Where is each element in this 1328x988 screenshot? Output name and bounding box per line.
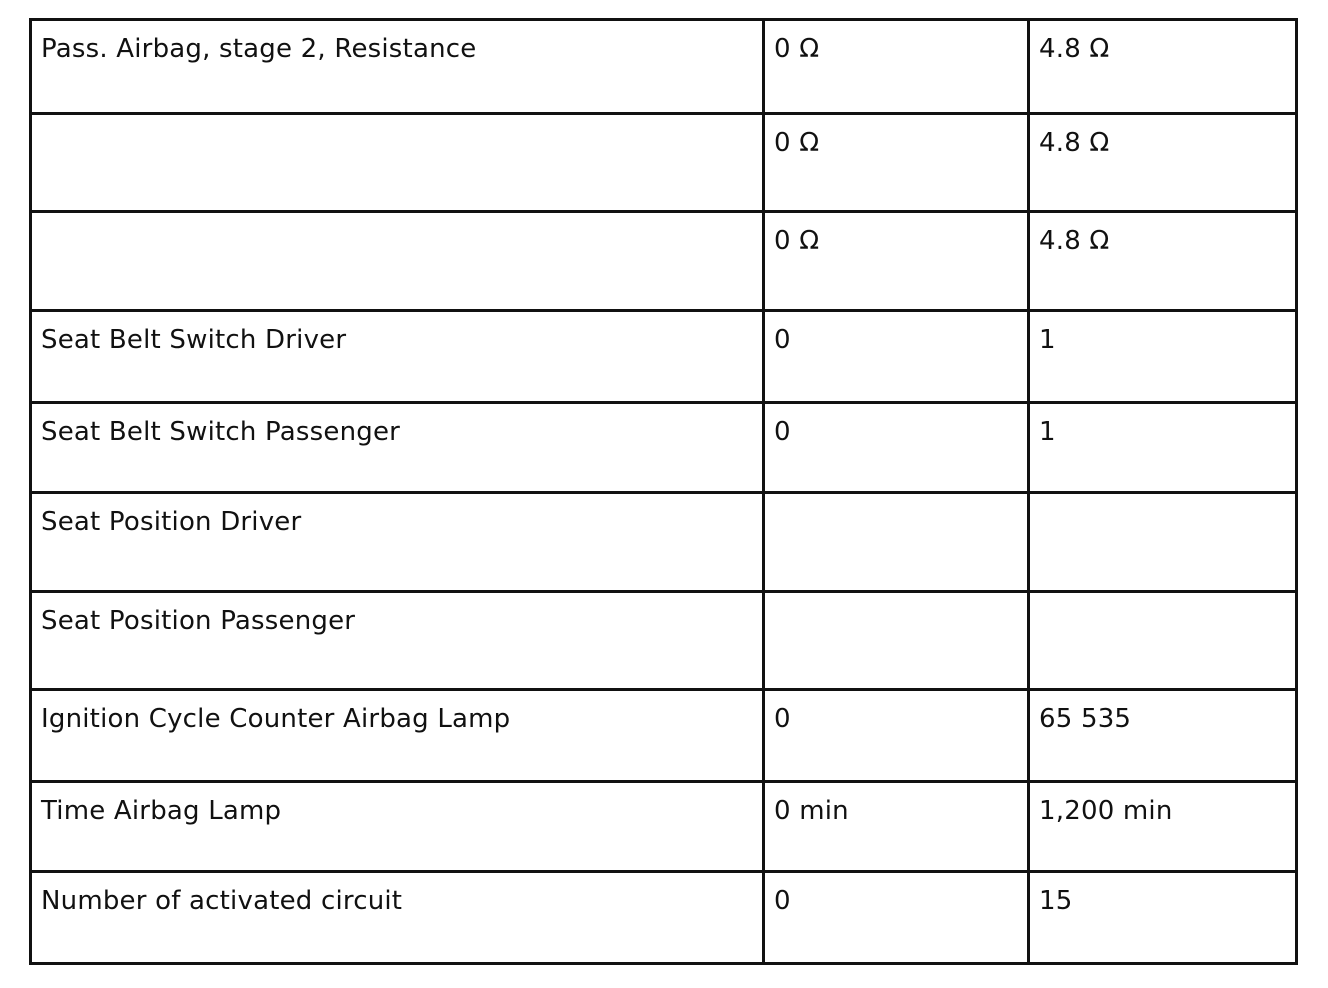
max-value-cell: 4.8 Ω — [1029, 212, 1297, 311]
table-row — [31, 403, 1297, 493]
row-label-cell — [31, 114, 764, 212]
min-value-cell — [764, 493, 1029, 592]
max-value-cell: 1 — [1029, 403, 1297, 493]
row-label-cell: Time Airbag Lamp — [31, 782, 764, 872]
max-value-cell: 15 — [1029, 872, 1297, 964]
min-value-cell: 0 Ω — [764, 20, 1029, 114]
min-value-cell: 0 — [764, 872, 1029, 964]
table-row — [31, 20, 1297, 114]
max-value-cell: 4.8 Ω — [1029, 114, 1297, 212]
min-value-cell: 0 — [764, 311, 1029, 403]
row-label-cell: Ignition Cycle Counter Airbag Lamp — [31, 690, 764, 782]
max-value-cell: 1,200 min — [1029, 782, 1297, 872]
row-label-cell: Seat Belt Switch Passenger — [31, 403, 764, 493]
table-row — [31, 114, 1297, 212]
max-value-cell: 65 535 — [1029, 690, 1297, 782]
table-row — [31, 311, 1297, 403]
min-value-cell: 0 min — [764, 782, 1029, 872]
table-row — [31, 212, 1297, 311]
row-label-cell — [31, 212, 764, 311]
min-value-cell — [764, 592, 1029, 690]
max-value-cell: 1 — [1029, 311, 1297, 403]
table-row — [31, 690, 1297, 782]
row-label-cell: Number of activated circuit — [31, 872, 764, 964]
max-value-cell — [1029, 592, 1297, 690]
row-label-cell: Seat Belt Switch Driver — [31, 311, 764, 403]
table-row — [31, 592, 1297, 690]
min-value-cell: 0 Ω — [764, 212, 1029, 311]
row-label-cell: Pass. Airbag, stage 2, Resistance — [31, 20, 764, 114]
table-row — [31, 782, 1297, 872]
min-value-cell: 0 — [764, 403, 1029, 493]
parameter-table — [29, 18, 1298, 965]
table-row — [31, 493, 1297, 592]
max-value-cell — [1029, 493, 1297, 592]
max-value-cell: 4.8 Ω — [1029, 20, 1297, 114]
min-value-cell: 0 Ω — [764, 114, 1029, 212]
row-label-cell: Seat Position Driver — [31, 493, 764, 592]
table-row — [31, 872, 1297, 964]
row-label-cell: Seat Position Passenger — [31, 592, 764, 690]
min-value-cell: 0 — [764, 690, 1029, 782]
